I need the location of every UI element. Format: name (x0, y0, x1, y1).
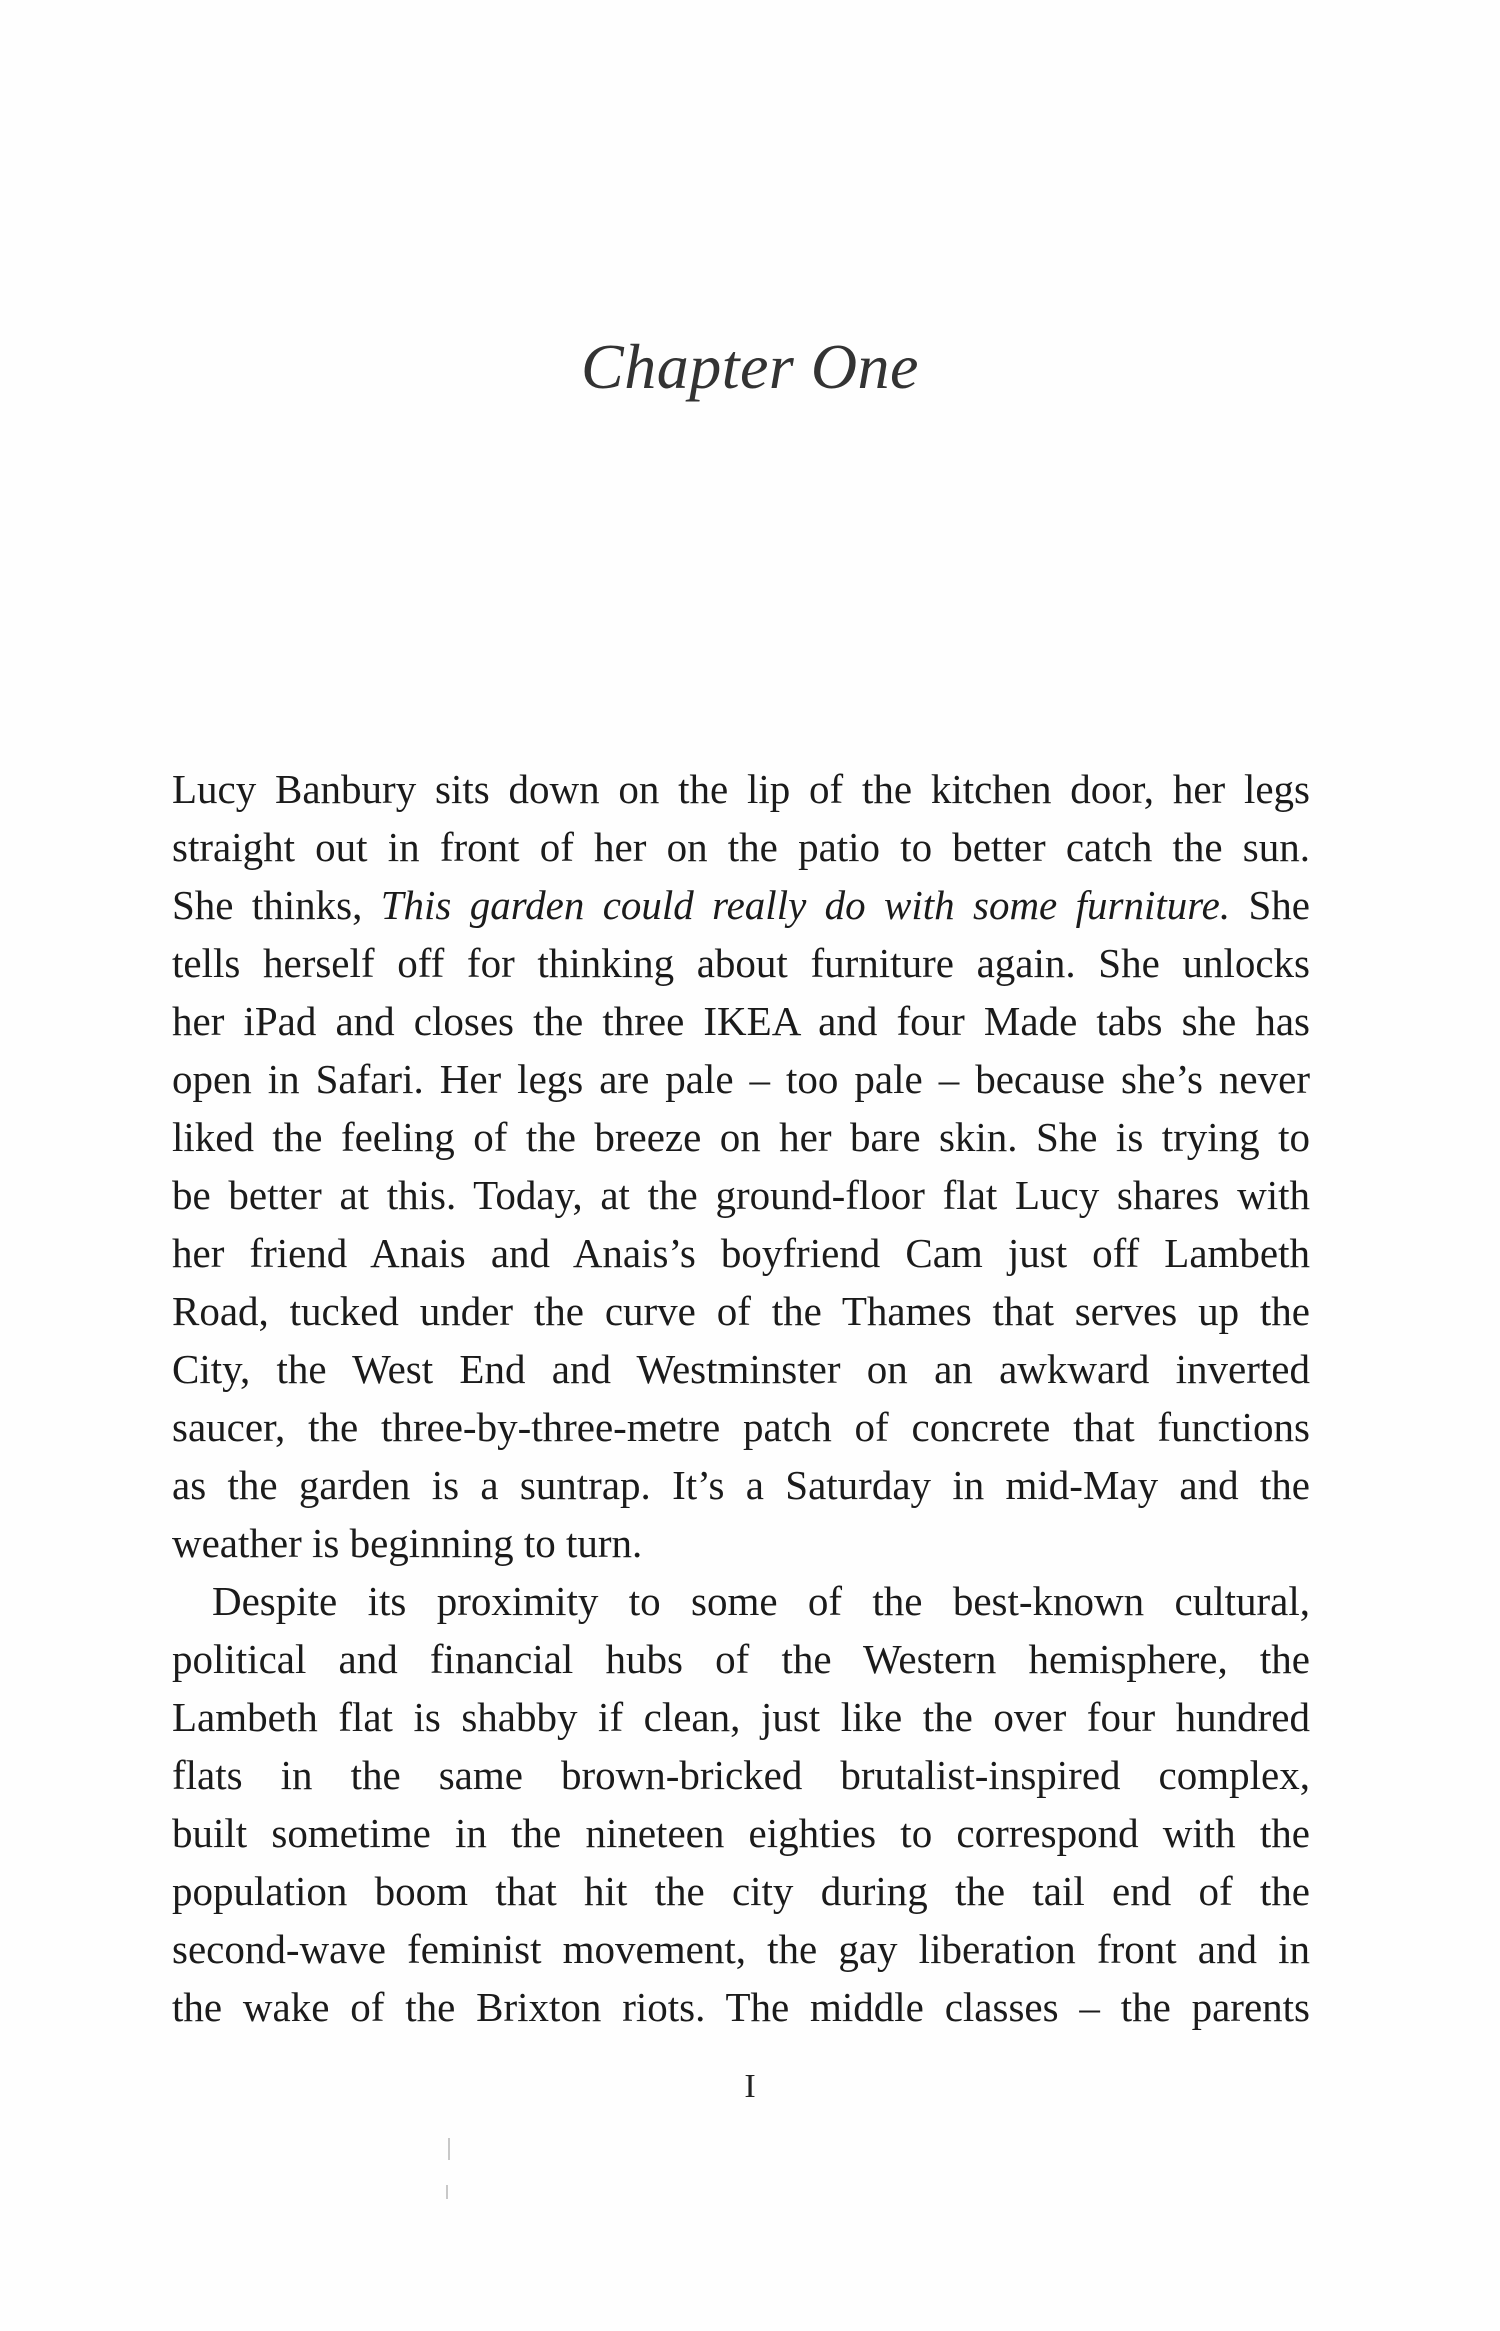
text-line: Lucy Banbury sits down on the lip of the kitchen door, her legs (172, 766, 1310, 812)
text-line: She thinks, This garden could really do with some furniture. She (172, 882, 1311, 928)
text-line: Lambeth flat is shabby if clean, just like the over four hundred (172, 1694, 1310, 1740)
text-line: saucer, the three-by-three-metre patch of concrete that functions (172, 1404, 1310, 1450)
text-line: as the garden is a suntrap. It’s a Saturday in mid-May and the (172, 1462, 1310, 1508)
text-line: built sometime in the nineteen eighties to correspond with the (172, 1810, 1310, 1856)
text-line: political and financial hubs of the Western hemisphere, the (172, 1636, 1310, 1682)
text-line: open in Safari. Her legs are pale – too pale – because she’s never (172, 1056, 1310, 1102)
paragraph (172, 760, 1310, 1572)
text-line: Despite its proximity to some of the best-known cultural, (212, 1578, 1310, 1624)
text-line: her iPad and closes the three IKEA and four Made tabs she has (172, 998, 1310, 1044)
text-line: the wake of the Brixton riots. The middle classes – the parents (172, 1984, 1310, 2030)
text-line: second-wave feminist movement, the gay liberation front and in (172, 1926, 1310, 1972)
chapter-body-text (172, 760, 1310, 2036)
text-line: tells herself off for thinking about furniture again. She unlocks (172, 940, 1310, 986)
text-line: be better at this. Today, at the ground-floor flat Lucy shares with (172, 1172, 1310, 1218)
page-number: I (744, 2068, 756, 2105)
text-line: weather is beginning to turn. (172, 1520, 643, 1566)
text-line: straight out in front of her on the patio to better catch the sun. (172, 824, 1310, 870)
text-line: flats in the same brown-bricked brutalist-inspired complex, (172, 1752, 1310, 1798)
text-line: City, the West End and Westminster on an awkward inverted (172, 1346, 1310, 1392)
text-line: Road, tucked under the curve of the Thames that serves up the (172, 1288, 1310, 1334)
paragraph (172, 1572, 1310, 2036)
scan-mark (448, 2138, 450, 2160)
text-line: liked the feeling of the breeze on her bare skin. She is trying to (172, 1114, 1310, 1160)
scan-mark (446, 2185, 448, 2199)
text-line: population boom that hit the city during the tail end of the (172, 1868, 1310, 1914)
chapter-title: Chapter One (581, 331, 919, 402)
italic-thought: This garden could really do with some furniture. (380, 882, 1231, 928)
text-line: her friend Anais and Anais’s boyfriend Cam just off Lambeth (172, 1230, 1310, 1276)
